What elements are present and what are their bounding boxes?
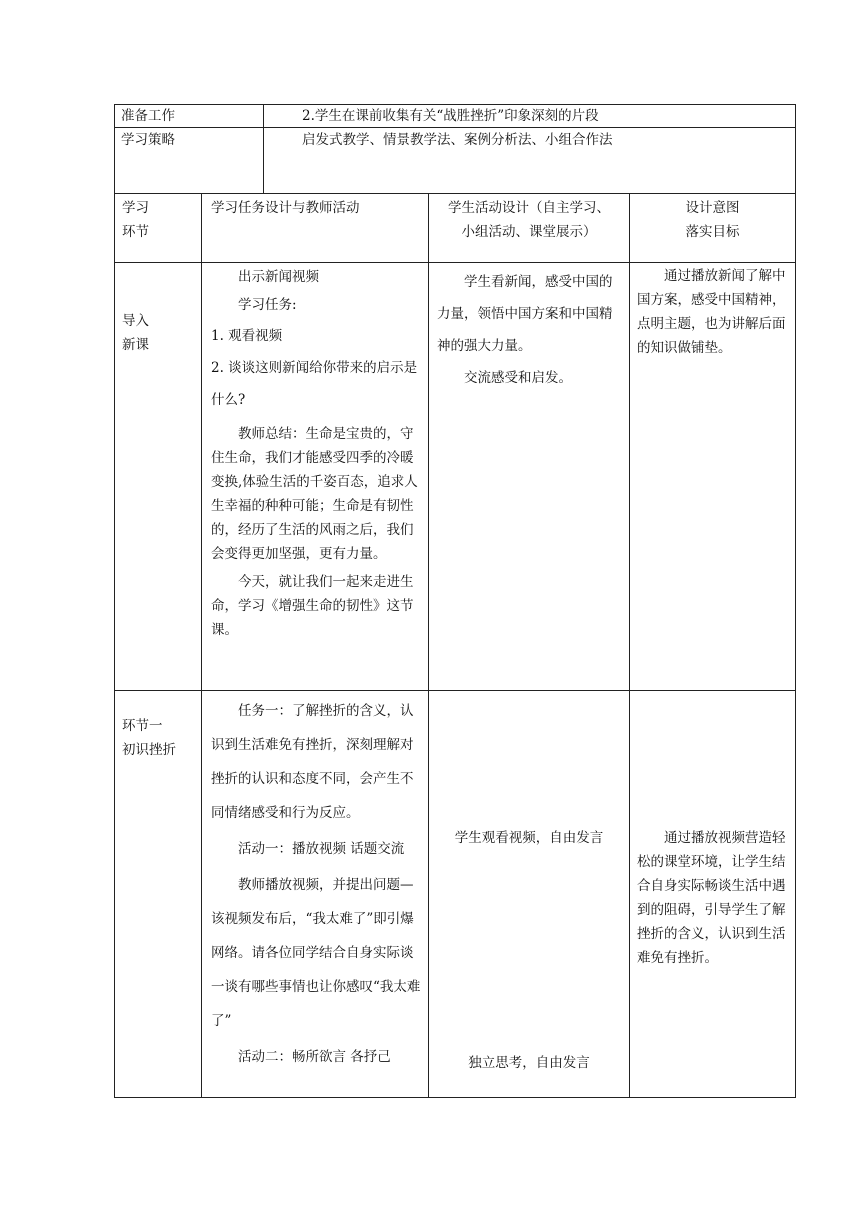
table-col-line xyxy=(263,104,264,193)
part1-section-line2: 初识挫折 xyxy=(122,742,176,758)
table-row-line xyxy=(114,262,796,263)
strategy-value: 启发式教学、情景教学法、案例分析法、小组合作法 xyxy=(302,132,613,148)
table-row-line xyxy=(114,690,796,691)
intro-teacher-p2: 学习任务: xyxy=(238,297,297,313)
intro-section-line1: 导入 xyxy=(122,313,149,329)
header-intent-line2: 落实目标 xyxy=(685,224,740,240)
prep-value: 2.学生在课前收集有关“战胜挫折”印象深刻的片段 xyxy=(302,108,599,124)
intro-intent: 通过播放新闻了解中国方案，感受中国精神，点明主题，也为讲解后面的知识做铺垫。 xyxy=(637,268,786,356)
table-row-line xyxy=(114,193,796,194)
intro-student xyxy=(437,266,625,394)
part1-student-p1: 学生观看视频，自由发言 xyxy=(454,830,604,846)
header-student xyxy=(429,196,629,244)
table-col-line xyxy=(428,193,429,1098)
intro-section xyxy=(122,309,196,357)
part1-section-line1: 环节一 xyxy=(122,718,163,734)
intro-student-p2: 交流感受和启发。 xyxy=(464,370,572,386)
part1-student-p2: 独立思考，自由发言 xyxy=(468,1055,590,1071)
part1-teacher-p2: 活动一：播放视频 话题交流 xyxy=(238,841,405,857)
intro-teacher-p5: 教师总结：生命是宝贵的，守住生命，我们才能感受四季的冷暖变换,体验生活的千姿百态，追求人生幸福的种种可能；生命是有韧性的，经历了生活的风雨之后，我们会变得更加坚强，更有力量。 xyxy=(211,426,418,562)
intro-student-p1: 学生看新闻，感受中国的力量，领悟中国方案和中国精神的强大力量。 xyxy=(437,274,613,354)
intro-teacher-p1: 出示新闻视频 xyxy=(238,269,319,285)
table-border-left xyxy=(114,104,115,1098)
table-border-bottom xyxy=(114,1097,796,1098)
header-student-line1: 学生活动设计（自主学习、 xyxy=(448,200,610,216)
part1-teacher-p1: 任务一：了解挫折的含义，认识到生活难免有挫折，深刻理解对挫折的认识和态度不同，会产生不同情绪感受和行为反应。 xyxy=(211,703,414,821)
intro-teacher-p3: 1. 观看视频 xyxy=(211,328,283,344)
header-student-line2: 小组活动、课堂展示） xyxy=(461,224,597,240)
header-intent xyxy=(630,196,795,244)
header-section-line1: 学习 xyxy=(122,200,149,216)
header-section xyxy=(122,196,196,244)
strategy-label: 学习策略 xyxy=(121,132,175,148)
table-col-line xyxy=(629,193,630,1098)
intro-teacher xyxy=(211,264,423,642)
intro-teacher-p4: 2. 谈谈这则新闻给你带来的启示是什么? xyxy=(211,360,418,408)
header-intent-line1: 设计意图 xyxy=(685,200,740,216)
part1-section xyxy=(122,714,196,762)
intro-section-line2: 新课 xyxy=(122,337,149,353)
part1-teacher xyxy=(211,694,423,1074)
table-col-line xyxy=(201,193,202,1098)
part1-intent: 通过播放视频营造轻松的课堂环境，让学生结合自身实际畅谈生活中遇到的阻碍，引导学生了解挫折的含义，认识到生活难免有挫折。 xyxy=(637,830,786,966)
table-border-right xyxy=(795,104,796,1098)
header-teacher: 学习任务设计与教师活动 xyxy=(211,200,360,216)
prep-label: 准备工作 xyxy=(121,108,175,124)
part1-teacher-p4: 活动二：畅所欲言 各抒己 xyxy=(238,1049,391,1065)
intro-teacher-p6: 今天，就让我们一起来走进生命，学习《增强生命的韧性》这节课。 xyxy=(211,574,414,638)
header-section-line2: 环节 xyxy=(122,224,149,240)
part1-teacher-p3: 教师播放视频，并提出问题—该视频发布后，“我太难了”即引爆网络。请各位同学结合自身实际谈一谈有哪些事情也让你感叹“我太难了” xyxy=(211,877,421,1029)
